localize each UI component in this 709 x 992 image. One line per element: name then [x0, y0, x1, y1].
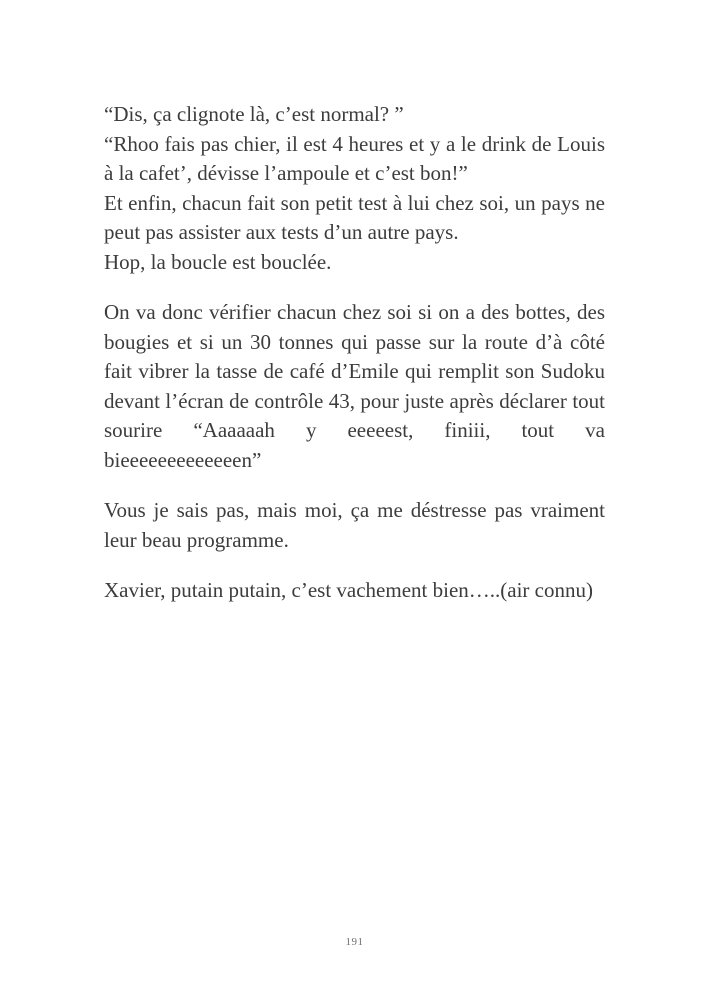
paragraph-verification: On va donc vérifier chacun chez soi si on a des bottes, des bougies et si un 30 tonnes qui passe sur la route d’à côté fait vibrer la tasse de café d’Emile qui remplit son Sudoku devant l’écran de contrôle 43, pour juste après déclarer tout sourire “Aaaaaah y eeeeest, finiii, tout va bieeeeeeeeeeeeen” [104, 300, 605, 472]
text-block [104, 100, 605, 606]
dialogue-line-4: Hop, la boucle est bouclée. [104, 249, 332, 274]
page-number: 191 [345, 936, 364, 948]
dialogue-line-2: “Rhoo fais pas chier, il est 4 heures et y a le drink de Louis à la cafet’, dévisse l’ampoule et c’est bon!” [104, 131, 605, 185]
dialogue-line-1: “Dis, ça clignote là, c’est normal? ” [104, 102, 404, 126]
paragraph-opinion: Vous je sais pas, mais moi, ça me déstresse pas vraiment leur beau programme. [104, 498, 605, 552]
dialogue-line-3: Et enfin, chacun fait son petit test à lui chez soi, un pays ne peut pas assister aux tests d’un autre pays. [104, 190, 605, 244]
paragraph-dialogue [104, 100, 605, 277]
paragraph-xavier: Xavier, putain putain, c’est vachement bien…..(air connu) [104, 578, 593, 602]
